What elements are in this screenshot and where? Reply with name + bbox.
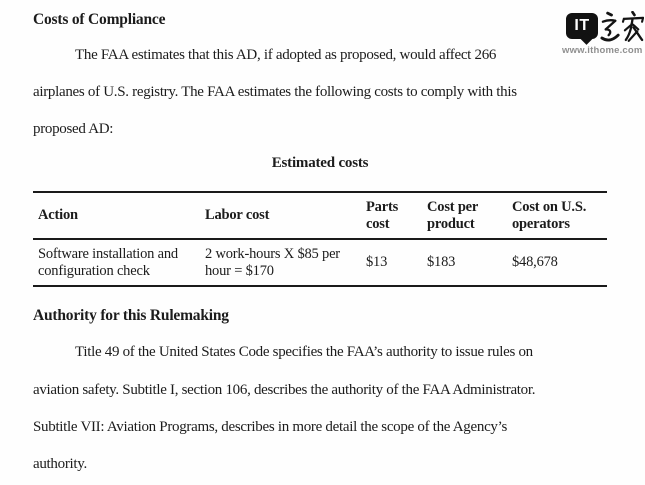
col-header-labor-cost: Labor cost xyxy=(205,207,270,223)
ithome-logo xyxy=(560,10,644,58)
paragraph-line: airplanes of U.S. registry. The FAA estimates the following costs to comply with this xyxy=(33,84,517,100)
cell-action: Software installation and configuration check xyxy=(38,245,178,279)
cell-cost-per-product: $183 xyxy=(427,254,456,270)
col-header-action: Action xyxy=(38,207,78,223)
col-header-parts-cost: Parts cost xyxy=(366,198,399,232)
ithome-url-text: www.ithome.com xyxy=(562,45,643,56)
cell-labor-cost: 2 work-hours X $85 per hour = $170 xyxy=(205,245,340,279)
estimated-costs-table xyxy=(33,191,607,287)
cell-parts-cost: $13 xyxy=(366,254,388,270)
paragraph-line: Title 49 of the United States Code specifies the FAA’s authority to issue rules on xyxy=(75,344,533,360)
paragraph-line: aviation safety. Subtitle I, section 106, describes the authority of the FAA Administrator. xyxy=(33,382,536,398)
paragraph-line: Subtitle VII: Aviation Programs, describes in more detail the scope of the Agency’s xyxy=(33,419,508,435)
col-header-cost-on-us-operators: Cost on U.S. operators xyxy=(512,198,587,232)
section-heading-authority: Authority for this Rulemaking xyxy=(33,307,229,324)
section-heading-costs-of-compliance: Costs of Compliance xyxy=(33,11,166,28)
paragraph-line: authority. xyxy=(33,456,87,472)
table-title: Estimated costs xyxy=(271,155,369,171)
paragraph-line: proposed AD: xyxy=(33,121,114,137)
table-row xyxy=(33,239,607,286)
cell-cost-on-us-operators: $48,678 xyxy=(512,254,558,270)
ithome-badge-text: IT xyxy=(574,17,590,34)
ithome-zhijia-calligraphy-icon xyxy=(600,11,644,43)
col-header-cost-per-product: Cost per product xyxy=(427,198,478,232)
table-header-row xyxy=(33,192,607,239)
paragraph-line: The FAA estimates that this AD, if adopted as proposed, would affect 266 xyxy=(75,47,497,63)
ithome-it-badge-icon xyxy=(566,13,598,39)
